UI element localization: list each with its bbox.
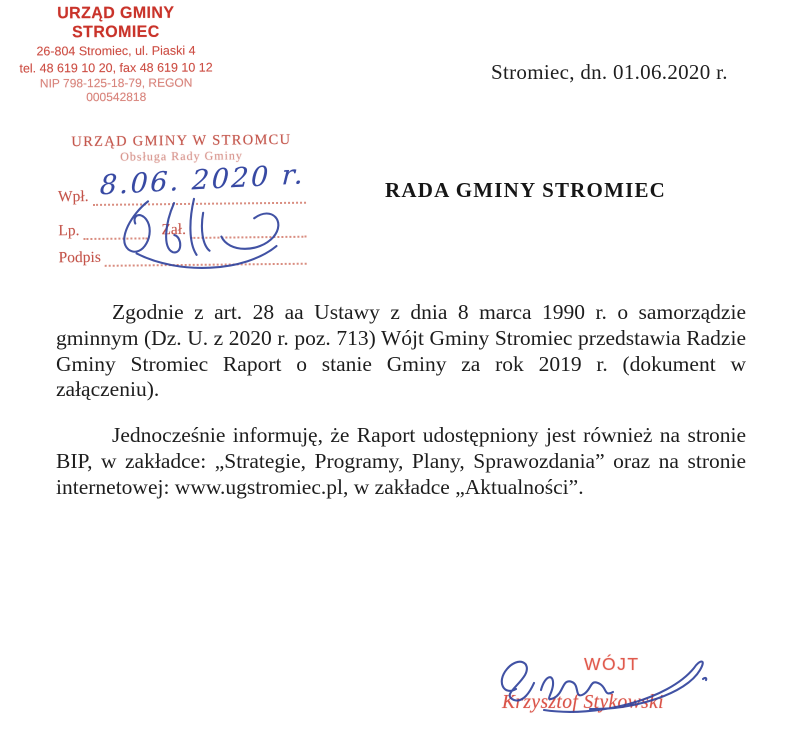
recipient-heading: RADA GMINY STROMIEC bbox=[385, 178, 667, 202]
received-stamp-title: URZĄD GMINY W STROMCU bbox=[71, 131, 292, 151]
clerk-signature-scribble bbox=[102, 190, 303, 274]
body-paragraph-2: Jednocześnie informuję, że Raport udostępniony jest również na stronie BIP, w zakładce: „Strategie, Programy, Plany, Sprawozdania” oraz na stronie internetowej: www.ugstromiec.pl, w zakładce „Aktualności”. bbox=[56, 423, 746, 499]
podpis-label: Podpis bbox=[58, 248, 101, 267]
letter-body bbox=[56, 300, 746, 521]
dateline: Stromiec, dn. 01.06.2020 r. bbox=[491, 60, 728, 84]
signer-title-stamp: WÓJT bbox=[584, 654, 640, 674]
signature-block bbox=[486, 642, 718, 737]
letterhead-phone-fax: tel. 48 619 10 20, fax 48 619 10 12 bbox=[19, 60, 213, 76]
letterhead-nip-regon: NIP 798-125-18-79, REGON 000542818 bbox=[39, 75, 193, 105]
letterhead-stamp bbox=[10, 3, 223, 105]
signer-name-stamp: Krzysztof Stykowski bbox=[502, 692, 664, 713]
letterhead-address: 26-804 Stromiec, ul. Piaski 4 bbox=[36, 43, 196, 59]
body-paragraph-1: Zgodnie z art. 28 aa Ustawy z dnia 8 marca 1990 r. o samorządzie gminnym (Dz. U. z 2020 r. poz. 713) Wójt Gminy Stromiec przedstawia Radzie Gminy Stromiec Raport o stanie Gminy za rok 2019 r. (dokument w załączeniu). bbox=[56, 300, 746, 402]
received-stamp bbox=[57, 132, 306, 268]
received-stamp-subtitle: Obsługa Rady Gminy bbox=[120, 148, 243, 164]
lp-label: Lp. bbox=[58, 222, 80, 240]
letterhead-office-name: URZĄD GMINY STROMIEC bbox=[57, 3, 175, 42]
received-date-label: Wpł. bbox=[57, 187, 89, 206]
handwritten-received-date: 8.06. 2020 r. bbox=[99, 159, 307, 202]
mayor-signature-scribble bbox=[486, 642, 718, 737]
zal-label: Zał. bbox=[161, 220, 187, 239]
